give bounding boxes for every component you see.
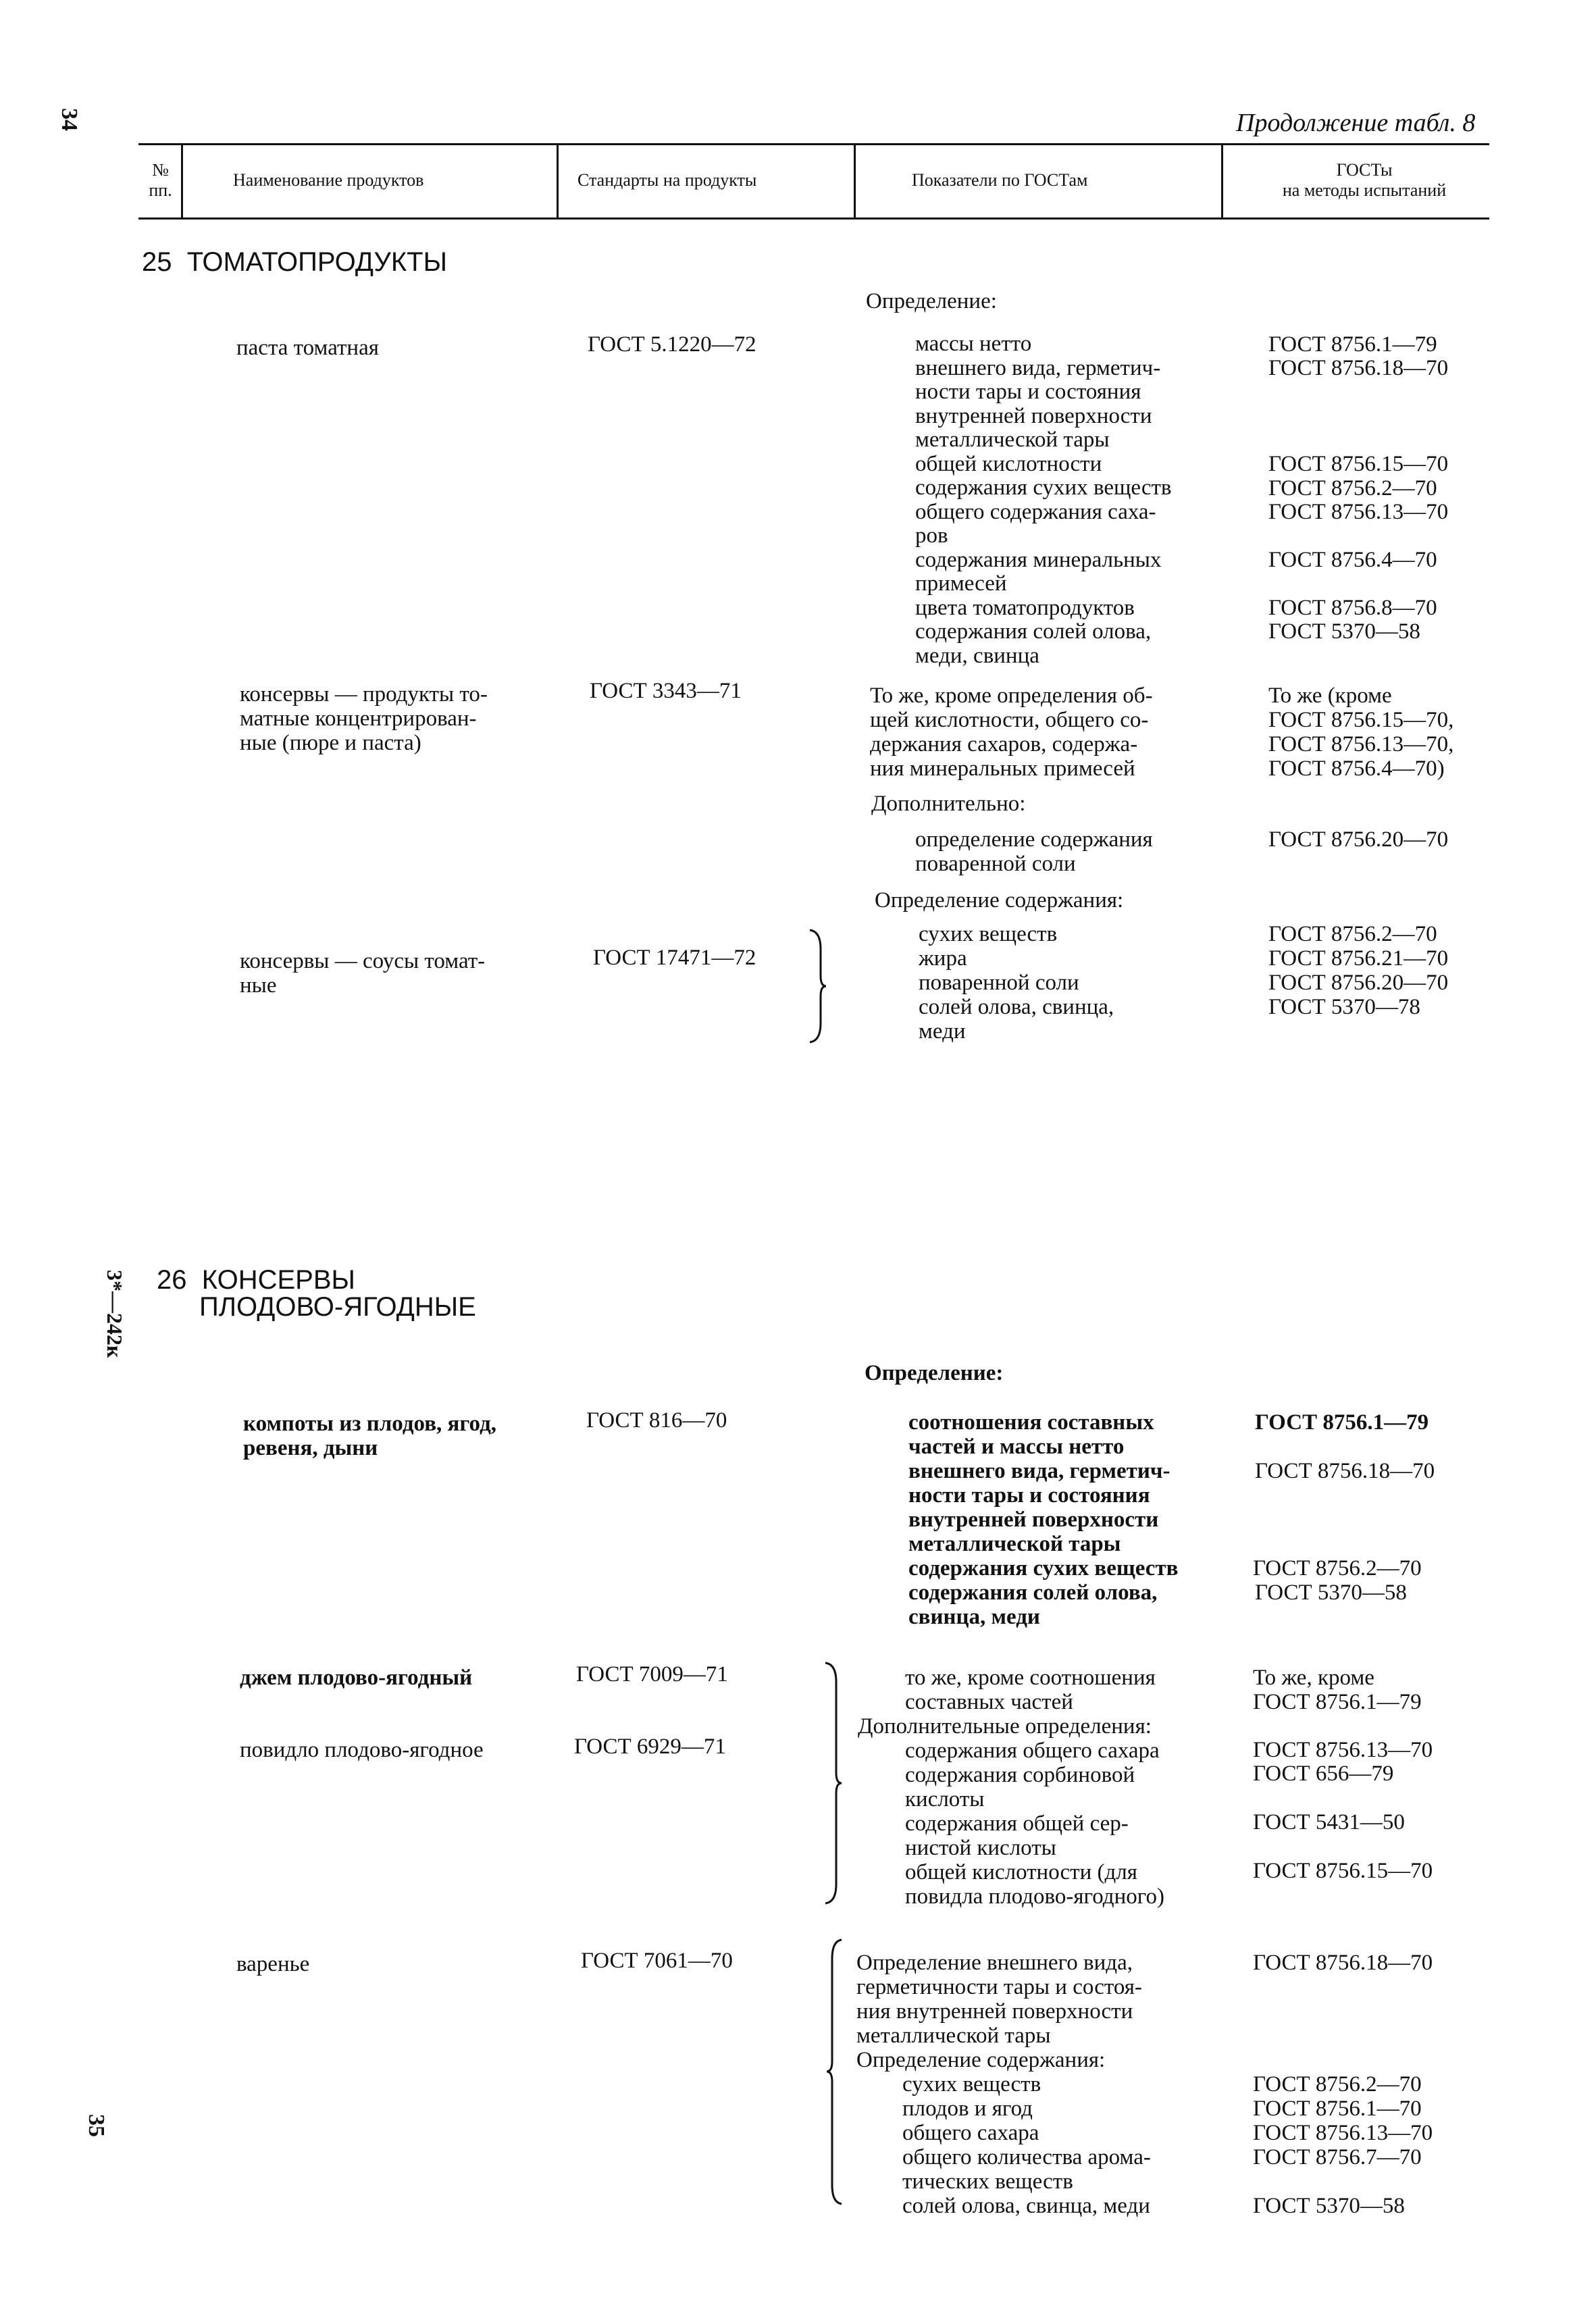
table-continuation-caption: Продолжение табл. 8 — [1236, 109, 1476, 137]
indicators-jam-povidlo: то же, кроме соотношения составных частей Дополнительные определения: содержания общего сахара содержания сорбиновой кислоты содержания общей сер- нистой кислоты общей кислотности (для повидла плодово-ягодного) — [858, 1666, 1164, 1909]
section-26-definition: Определение: — [865, 1361, 1004, 1385]
method-jam-4: ГОСТ 656—79 — [1253, 1762, 1394, 1786]
method-varenye-6: ГОСТ 5370—58 — [1253, 2194, 1405, 2218]
brace-right-jam — [823, 1662, 843, 1905]
product-varenye: варенье — [236, 1952, 310, 1976]
indicators-varenye: Определение внешнего вида, герметичности тары и состоя- ния внутренней поверхности металлической тары Определение содержания: сухих веществ плодов и ягод общего сахара общего количества арома- тических веществ солей олова, свинца, меди — [856, 1951, 1151, 2218]
extra-method: ГОСТ 8756.20—70 — [1268, 827, 1449, 852]
header-indicators: Показатели по ГОСТам — [912, 170, 1088, 190]
method-tomato-paste-7: ГОСТ 8756.8—70 — [1268, 596, 1437, 620]
indicators-tomato-sauces: сухих веществ жира поваренной соли солей олова, свинца, меди — [919, 922, 1114, 1044]
method-varenye-4: ГОСТ 8756.13—70 — [1253, 2121, 1433, 2145]
standard-compotes: ГОСТ 816—70 — [586, 1408, 727, 1433]
method-compotes-2: ГОСТ 8756.18—70 — [1255, 1459, 1435, 1483]
standard-varenye: ГОСТ 7061—70 — [581, 1949, 733, 1973]
method-jam-6: ГОСТ 8756.15—70 — [1253, 1859, 1433, 1883]
header-number: № пп. — [149, 160, 172, 200]
product-compotes: компоты из плодов, ягод, ревеня, дыни — [243, 1412, 497, 1460]
product-tomato-paste: паста томатная — [236, 336, 379, 360]
section-26-heading: 26 КОНСЕРВЫ — [157, 1265, 355, 1295]
standard-jam: ГОСТ 7009—71 — [576, 1662, 728, 1687]
method-varenye-1: ГОСТ 8756.18—70 — [1253, 1951, 1433, 1975]
section-26-heading-line2: ПЛОДОВО-ЯГОДНЫЕ — [199, 1292, 476, 1322]
method-varenye-5: ГОСТ 8756.7—70 — [1253, 2145, 1422, 2169]
methods-tomato-concentrates: То же (кроме ГОСТ 8756.15—70, ГОСТ 8756.13—70, ГОСТ 8756.4—70) — [1268, 684, 1454, 781]
brace-left-varenye — [824, 1938, 844, 2205]
brace-right-sauces — [807, 929, 827, 1044]
method-jam-2: ГОСТ 8756.1—79 — [1253, 1690, 1422, 1714]
method-jam-1: То же, кроме — [1253, 1666, 1374, 1690]
method-jam-3: ГОСТ 8756.13—70 — [1253, 1738, 1433, 1762]
product-jam: джем плодово-ягодный — [240, 1666, 473, 1690]
method-compotes-1: ГОСТ 8756.1—79 — [1255, 1410, 1429, 1435]
standard-tomato-concentrates: ГОСТ 3343—71 — [590, 679, 742, 703]
signature-mark: 3*—242к — [103, 1270, 127, 1358]
standard-tomato-sauces: ГОСТ 17471—72 — [593, 946, 756, 970]
method-compotes-3: ГОСТ 8756.2—70 — [1253, 1556, 1422, 1580]
method-tomato-paste-4: ГОСТ 8756.2—70 — [1268, 476, 1437, 500]
indicators-tomato-concentrates: То же, кроме определения об- щей кислотности, общего со- держания сахаров, содержа- ния минеральных примесей — [870, 684, 1153, 781]
method-varenye-3: ГОСТ 8756.1—70 — [1253, 2097, 1422, 2121]
section-25-definition: Определение: — [866, 289, 997, 313]
method-varenye-2: ГОСТ 8756.2—70 — [1253, 2072, 1422, 2097]
extra-indicator: определение содержания поваренной соли — [915, 827, 1153, 876]
standard-povidlo: ГОСТ 6929—71 — [574, 1734, 726, 1759]
method-tomato-paste-1: ГОСТ 8756.1—79 — [1268, 332, 1437, 357]
page-number-top: 34 — [57, 108, 82, 131]
standard-tomato-paste: ГОСТ 5.1220—72 — [588, 332, 756, 357]
method-tomato-paste-8: ГОСТ 5370—58 — [1268, 619, 1420, 644]
method-tomato-paste-5: ГОСТ 8756.13—70 — [1268, 500, 1449, 524]
indicators-tomato-paste: массы нетто внешнего вида, герметич- ности тары и состояния внутренней поверхности металлической тары общей кислотности содержания сухих веществ общего содержания саха- ров содержания минеральных примесей цвета томатопродуктов содержания солей олова, меди, свинца — [915, 332, 1172, 668]
page-number-bottom: 35 — [84, 2114, 109, 2137]
methods-tomato-sauces: ГОСТ 8756.2—70 ГОСТ 8756.21—70 ГОСТ 8756.20—70 ГОСТ 5370—78 — [1268, 922, 1449, 1019]
method-tomato-paste-6: ГОСТ 8756.4—70 — [1268, 548, 1437, 572]
header-product-name: Наименование продуктов — [233, 170, 424, 190]
header-methods: ГОСТы на методы испытаний — [1282, 160, 1447, 200]
method-jam-5: ГОСТ 5431—50 — [1253, 1810, 1405, 1834]
product-tomato-sauces: консервы — соусы томат- ные — [240, 949, 486, 998]
section-25-heading: 25 ТОМАТОПРОДУКТЫ — [142, 247, 447, 277]
indicators-compotes: соотношения составных частей и массы нетто внешнего вида, герметич- ности тары и состояния внутренней поверхности металлической тары содержания сухих веществ содержания солей олова, свинца, меди — [908, 1410, 1179, 1629]
product-tomato-concentrates: консервы — продукты то- матные концентрирован- ные (пюре и паста) — [240, 682, 488, 755]
method-compotes-4: ГОСТ 5370—58 — [1255, 1580, 1407, 1605]
header-standards: Стандарты на продукты — [577, 170, 757, 190]
product-povidlo: повидло плодово-ягодное — [240, 1738, 484, 1762]
method-tomato-paste-3: ГОСТ 8756.15—70 — [1268, 452, 1449, 476]
extra-label: Дополнительно: — [871, 792, 1026, 816]
method-tomato-paste-2: ГОСТ 8756.18—70 — [1268, 356, 1449, 380]
content-lead: Определение содержания: — [875, 888, 1124, 912]
